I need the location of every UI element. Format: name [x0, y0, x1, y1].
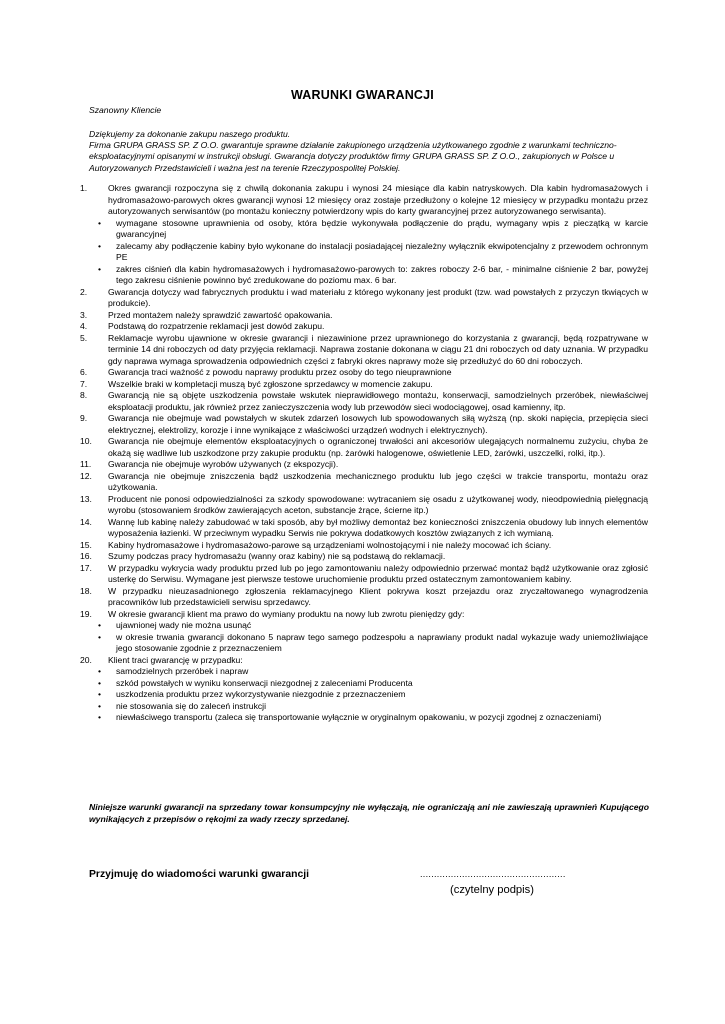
warranty-terms-list: [80, 183, 648, 724]
item-number: 10.: [80, 436, 92, 446]
intro-paragraph: [89, 129, 649, 174]
bullet-icon: •: [98, 217, 102, 228]
numbered-item: [80, 494, 648, 517]
item-text: Reklamacje wyrobu ujawnione w okresie gwarancji i niezawinione przez uprawnionego do korzystania z gwarancji, będą rozpatrywane w terminie 14 dni roboczych od daty przyjęcia reklamacji. Naprawa zostanie dokonana w ciągu 21 dni roboczych od daty uznania. W przypadku gdy naprawa wymaga sprowadzenia odpowiednich części z fabryki okres naprawy może się przedłużyć do 60 dni roboczych.: [108, 332, 648, 366]
item-text: Gwarancja dotyczy wad fabrycznych produktu i wad materiału z którego wykonany jest produkt (tzw. wad powstałych z przyczyn tkwiących w produkcie).: [108, 286, 648, 308]
bullet-icon: •: [98, 631, 102, 642]
numbered-item: [80, 379, 648, 391]
numbered-item: [80, 321, 648, 333]
numbered-item: [80, 287, 648, 310]
item-text: nie stosowania się do zaleceń instrukcji: [116, 700, 266, 711]
numbered-item: [80, 367, 648, 379]
numbered-item: [80, 540, 648, 552]
numbered-item: [80, 586, 648, 609]
signature-line: ....................................................: [420, 869, 566, 879]
bullet-item: [80, 712, 648, 724]
bullet-item: [80, 632, 648, 655]
item-number: 4.: [80, 321, 88, 331]
item-number: 14.: [80, 516, 92, 527]
item-text: niewłaściwego transportu (zaleca się transportowanie wyłącznie w oryginalnym opakowaniu, w pozycji zgodnej z oznaczeniami): [116, 712, 602, 722]
item-number: 18.: [80, 585, 92, 596]
numbered-item: [80, 333, 648, 368]
bullet-item: [80, 241, 648, 264]
item-text: zalecamy aby podłączenie kabiny było wykonane do instalacji posiadającej niezależny wyłącznik ekwipotencjalny z przewodem ochronnym PE: [116, 240, 648, 262]
bullet-item: [80, 620, 648, 632]
item-text: W okresie gwarancji klient ma prawo do wymiany produktu na nowy lub zwrotu pieniędzy gdy:: [108, 608, 465, 619]
item-number: 16.: [80, 551, 92, 561]
item-text: Gwarancja nie obejmuje elementów eksploatacyjnych o ograniczonej trwałości ani akcesoriów ulegających normalnemu zużyciu, chyba że okażą się wadliwe lub uszkodzone przy zakupie produktu (np. żarówki halogenowe, oświetlenie LED, żarówki, uszczelki, rolki, itp.).: [108, 436, 648, 458]
bullet-item: [80, 678, 648, 690]
numbered-item: [80, 517, 648, 540]
item-number: 5.: [80, 332, 88, 343]
greeting: Szanowny Kliencie: [89, 105, 162, 115]
numbered-item: [80, 655, 648, 667]
item-text: Okres gwarancji rozpoczyna się z chwilą dokonania zakupu i wynosi 24 miesiące dla kabin natryskowych. Dla kabin hydromasażowych i hydromasażowo-parowych okres gwarancji wynosi 12 miesięcy oraz zostaje przedłużony o kolejne 12 miesięcy w przypadku montażu przez autoryzowanych serwisantów (po montażu konieczny potwierdzony wpis do karty gwarancyjnej przez autoryzowanego serwisanta).: [108, 183, 648, 216]
item-text: Gwarancja traci ważność z powodu naprawy produktu przez osoby do tego nieuprawnione: [108, 367, 452, 377]
bullet-icon: •: [98, 712, 102, 722]
item-number: 2.: [80, 286, 88, 297]
item-number: 1.: [80, 183, 88, 193]
item-number: 12.: [80, 470, 92, 481]
numbered-item: [80, 310, 648, 322]
numbered-item: [80, 183, 648, 218]
item-text: szkód powstałych w wyniku konserwacji niezgodnej z zaleceniami Producenta: [116, 677, 413, 688]
item-text: Producent nie ponosi odpowiedzialności za szkody spowodowane: wytracaniem się osadu z użytkowanej wody, nieodpowiednią pielęgnacją wyrobu (stosowaniem środków zawierających aceton, substancje żrące, ścierne itp.): [108, 493, 648, 515]
numbered-item: [80, 390, 648, 413]
item-text: Szumy podczas pracy hydromasażu (wanny oraz kabiny) nie są podstawą do reklamacji.: [108, 551, 446, 561]
item-text: Wszelkie braki w kompletacji muszą być zgłoszone sprzedawcy w momencie zakupu.: [108, 378, 433, 389]
item-text: Podstawą do rozpatrzenie reklamacji jest dowód zakupu.: [108, 321, 325, 331]
numbered-item: [80, 436, 648, 459]
bullet-icon: •: [98, 689, 102, 699]
item-text: Wannę lub kabinę należy zabudować w taki sposób, aby był możliwy demontaż bez konieczności zniszczenia obudowy lub innych elementów wyposażenia łazienki. W przeciwnym wypadku Serwis nie pokrywa dodatkowych kosztów związanych z ich wymianą.: [108, 516, 648, 538]
item-number: 11.: [80, 459, 92, 469]
numbered-item: [80, 471, 648, 494]
signature-caption: (czytelny podpis): [450, 884, 534, 896]
bullet-item: [80, 218, 648, 241]
item-text: Klient traci gwarancję w przypadku:: [108, 654, 243, 665]
numbered-item: [80, 413, 648, 436]
item-text: samodzielnych przeróbek i napraw: [116, 666, 249, 676]
document-title: WARUNKI GWARANCJI: [291, 88, 434, 102]
bullet-icon: •: [98, 666, 102, 676]
item-text: Gwarancja nie obejmuje wyrobów używanych (z ekspozycji).: [108, 459, 339, 469]
item-text: uszkodzenia produktu przez wykorzystywanie niezgodnie z przeznaczeniem: [116, 689, 406, 699]
bullet-icon: •: [98, 620, 102, 630]
item-text: w okresie trwania gwarancji dokonano 5 napraw tego samego podzespołu a naprawiany produkt nadal wykazuje wady uniemożliwiające jego stosowanie zgodnie z przeznaczeniem: [116, 631, 648, 653]
bullet-icon: •: [98, 700, 102, 711]
intro-line: Dziękujemy za dokonanie zakupu naszego produktu.: [89, 129, 291, 139]
bullet-icon: •: [98, 677, 102, 688]
bullet-item: [80, 701, 648, 713]
item-text: W przypadku nieuzasadnionego zgłoszenia reklamacyjnego Klient pokrywa koszt przejazdu oraz zryczałtowanego wynagrodzenia pracowników lub przedstawicieli serwisu sprzedawcy.: [108, 585, 648, 607]
item-text: zakres ciśnień dla kabin hydromasażowych i hydromasażowo-parowych to: zakres roboczy 2-6 bar, - minimalne ciśnienie 2 bar, powyżej tego zakresu ciśnienie powinno być zredukowane do poziomu max. 6 bar.: [116, 263, 648, 285]
item-number: 13.: [80, 493, 92, 504]
bullet-item: [80, 666, 648, 678]
item-number: 17.: [80, 562, 92, 573]
item-text: Przed montażem należy sprawdzić zawartość opakowania.: [108, 309, 333, 320]
item-text: Gwarancja nie obejmuje wad powstałych w skutek zdarzeń losowych lub spowodowanych siłą wyższą (np. skoki napięcia, przepięcia sieci elektrycznej, elektrolizy, korozje i inne wynikające z właściwości urządzeń wodnych i elektrycznych).: [108, 413, 648, 435]
numbered-item: [80, 459, 648, 471]
numbered-item: [80, 609, 648, 621]
item-text: Gwarancja nie obejmuje zniszczenia bądź uszkodzenia mechanicznego produktu lub jego części w trakcie transportu, montażu oraz użytkowania.: [108, 470, 648, 492]
bullet-item: [80, 689, 648, 701]
item-number: 9.: [80, 413, 88, 423]
item-text: Gwarancją nie są objęte uszkodzenia powstałe wskutek nieprawidłowego montażu, konserwacji, samodzielnych przeróbek, niewłaściwej eksploatacji produktu, jak również przez zanieczyszczenia wody lub przewodów sieci wodociągowej, osad kamienny, itp.: [108, 390, 648, 412]
item-text: wymagane stosowne uprawnienia od osoby, która będzie wykonywała podłączenie do prądu, wymagany wpis z pieczątką w karcie gwarancyjnej: [116, 217, 648, 239]
item-text: W przypadku wykrycia wady produktu przed lub po jego zamontowaniu należy odpowiednio przerwać montaż bądź użytkowanie oraz zgłosić usterkę do Serwisu. Wymagane jest pierwsze testowe uruchomienie produktu przed ostatecznym zamontowaniem kabiny.: [108, 562, 648, 584]
numbered-item: [80, 563, 648, 586]
bullet-item: [80, 264, 648, 287]
numbered-item: [80, 551, 648, 563]
item-number: 19.: [80, 608, 92, 619]
bullet-icon: •: [98, 263, 102, 274]
item-number: 8.: [80, 390, 88, 400]
item-number: 15.: [80, 539, 92, 550]
item-text: ujawnionej wady nie można usunąć: [116, 620, 252, 630]
item-number: 3.: [80, 309, 88, 320]
item-number: 6.: [80, 367, 88, 377]
bullet-icon: •: [98, 240, 102, 251]
item-text: Kabiny hydromasażowe i hydromasażowo-parowe są urządzeniami wolnostojącymi i nie należy mocować ich ściany.: [108, 539, 552, 550]
intro-line: Firma GRUPA GRASS SP. Z O.O. gwarantuje sprawne działanie zakupionego urządzenia użytkowanego zgodnie z warunkami techniczno-eksploatacyjnymi opisanymi w instrukcji obsługi. Gwarancja dotyczy produktów firmy GRUPA GRASS SP. Z O.O., zakupionych w Polsce u Autoryzowanych Przedstawicieli i ważna jest na terenie Rzeczypospolitej Polskiej.: [89, 140, 617, 173]
item-number: 7.: [80, 378, 88, 389]
closing-statement: Niniejsze warunki gwarancji na sprzedany towar konsumpcyjny nie wyłączają, nie ograniczają ani nie zawieszają uprawnień Kupującego wynikających z przepisów o rękojmi za wady rzeczy sprzedanej.: [89, 802, 649, 824]
item-number: 20.: [80, 654, 92, 665]
acknowledgement-text: Przyjmuję do wiadomości warunki gwarancji: [89, 869, 309, 880]
